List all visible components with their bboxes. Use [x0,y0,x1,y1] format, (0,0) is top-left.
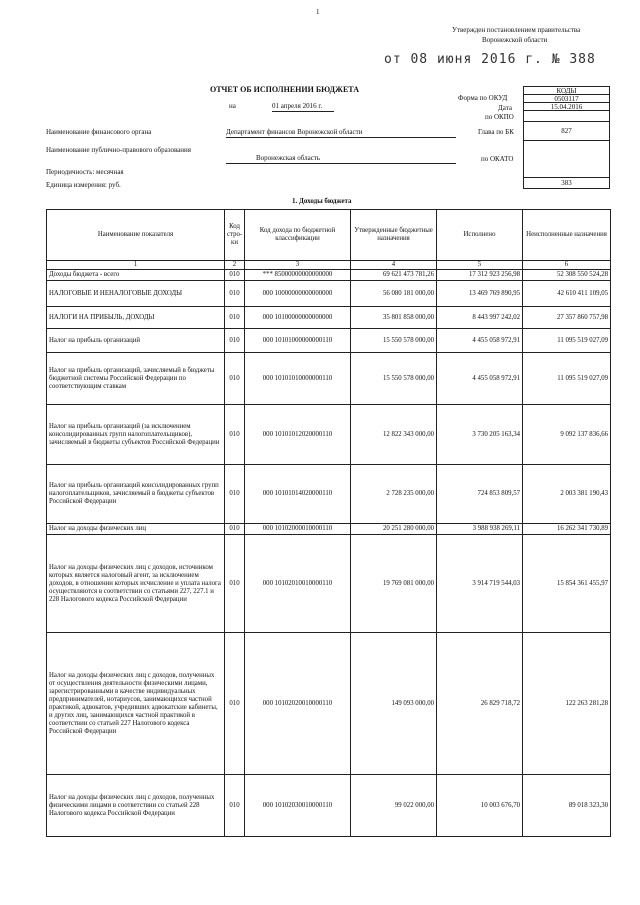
row-code: 000 10102030010000110 [245,775,351,837]
row-rest: 11 095 519 027,09 [523,353,611,405]
income-table [46,209,611,837]
fin-org-label: Наименование финансового органа [46,128,152,136]
row-rest: 2 003 381 190,43 [523,465,611,524]
row-done: 10 003 676,70 [437,775,523,837]
row-code: 000 10101000000000110 [245,329,351,353]
row-rest: 11 095 519 027,09 [523,329,611,353]
section-title: 1. Доходы бюджета [292,197,352,205]
table-row [47,353,611,405]
table-row [47,465,611,524]
row-name: Налог на прибыль организаций [47,329,225,353]
table-row [47,535,611,633]
report-on-label: на [229,102,236,110]
row-rest: 89 018 323,30 [523,775,611,837]
row-approved: 69 621 473 781,26 [351,270,437,281]
row-done: 17 312 923 256,98 [437,270,523,281]
row-approved: 15 550 578 000,00 [351,329,437,353]
row-rest: 42 610 411 109,05 [523,281,611,307]
row-name: Налог на прибыль организаций, зачисляемый в бюджеты бюджетной системы Российской Федерации по соответствующим ставкам [47,353,225,405]
row-done: 3 914 719 544,03 [437,535,523,633]
table-row [47,329,611,353]
row-rest: 16 262 341 730,89 [523,524,611,535]
table-row [47,307,611,329]
row-line: 010 [225,353,245,405]
col-header-name: Наименование показателя [47,210,225,261]
row-done: 3 730 205 163,34 [437,405,523,465]
row-rest: 9 092 137 836,66 [523,405,611,465]
col-index: 3 [245,261,351,270]
col-index: 1 [47,261,225,270]
row-name: Налог на доходы физических лиц с доходов, полученных от осуществления деятельности физическими лицами, зарегистрированными в качестве индивидуальных предпринимателей, нотариусов, занимающихся частной практикой, адвокатов, учредивших адвокатские кабинеты, и других лиц, занимающихся частной практикой в соответствии со статьей 227 Налогового кодекса Российской Федерации [47,633,225,775]
row-code: 000 10000000000000000 [245,281,351,307]
row-done: 8 443 997 242,02 [437,307,523,329]
row-code: 000 10102010010000110 [245,535,351,633]
row-line: 010 [225,270,245,281]
row-done: 4 455 058 972,91 [437,329,523,353]
col-index: 4 [351,261,437,270]
row-done: 724 853 809,57 [437,465,523,524]
approval-line-2: Воронежской области [482,36,548,44]
row-approved: 19 769 081 000,00 [351,535,437,633]
report-title: ОТЧЕТ ОБ ИСПОЛНЕНИИ БЮДЖЕТА [210,85,360,94]
row-done: 13 469 769 890,95 [437,281,523,307]
okud-label: Форма по ОКУД [458,94,508,102]
unit-label: Единица измерения: руб. [46,181,121,189]
row-code: 000 10102000010000110 [245,524,351,535]
row-line: 010 [225,281,245,307]
row-line: 010 [225,329,245,353]
row-line: 010 [225,633,245,775]
row-code: 000 10101014020000110 [245,465,351,524]
date-label: Дата [498,104,512,112]
table-row [47,775,611,837]
row-code: 000 10102020010000110 [245,633,351,775]
row-approved: 20 251 280 000,00 [351,524,437,535]
row-rest: 52 308 550 524,28 [523,270,611,281]
row-done: 26 829 718,72 [437,633,523,775]
approval-line-1: Утвержден постановлением правительства [452,26,581,34]
col-header-code: Код дохода по бюджетной классификации [245,210,351,261]
row-code: 000 10100000000000000 [245,307,351,329]
row-code: 000 10101012020000110 [245,405,351,465]
bk-value: 827 [523,121,610,141]
row-line: 010 [225,307,245,329]
col-index: 5 [437,261,523,270]
period-label: Периодичность: месячная [46,168,124,176]
col-index: 2 [225,261,245,270]
row-approved: 15 550 578 000,00 [351,353,437,405]
okud-value: 0503117 [523,94,610,103]
bk-label: Глава по БК [478,128,514,136]
row-rest: 27 357 860 757,98 [523,307,611,329]
col-header-done: Исполнено [437,210,523,261]
col-header-line: Код стро-ки [225,210,245,261]
unit-code-value: 383 [523,177,610,189]
ppo-value: Воронежская область [226,154,456,164]
row-line: 010 [225,405,245,465]
fin-org-value: Департамент финансов Воронежской области [226,128,456,138]
report-date: 01 апреля 2016 г. [272,102,334,112]
row-line: 010 [225,535,245,633]
row-name: Налог на доходы физических лиц [47,524,225,535]
date-value: 15.04.2016 [523,102,610,111]
table-row [47,270,611,281]
row-line: 010 [225,524,245,535]
row-line: 010 [225,465,245,524]
row-name: Доходы бюджета - всего [47,270,225,281]
row-approved: 149 093 000,00 [351,633,437,775]
row-rest: 15 854 361 455,97 [523,535,611,633]
row-name: Налог на доходы физических лиц с доходов, источником которых является налоговый агент, за исключением доходов, в отношении которых исчисление и уплата налога осуществляются в соответствии со статьями 227, 227.1 и 228 Налогового кодекса Российской Федерации [47,535,225,633]
table-row [47,281,611,307]
col-header-approved: Утвержденные бюджетные назначения [351,210,437,261]
row-done: 3 988 938 269,11 [437,524,523,535]
row-approved: 12 822 343 000,00 [351,405,437,465]
row-name: НАЛОГОВЫЕ И НЕНАЛОГОВЫЕ ДОХОДЫ [47,281,225,307]
table-row [47,524,611,535]
row-name: Налог на прибыль организаций консолидированных групп налогоплательщиков, зачисляемый в бюджеты субъектов Российской Федерации [47,465,225,524]
row-name: Налог на доходы физических лиц с доходов, полученных физическими лицами в соответствии со статьей 228 Налогового кодекса Российской Федерации [47,775,225,837]
row-name: НАЛОГИ НА ПРИБЫЛЬ, ДОХОДЫ [47,307,225,329]
row-approved: 56 080 181 000,00 [351,281,437,307]
table-row [47,405,611,465]
table-row [47,633,611,775]
col-index: 6 [523,261,611,270]
row-approved: 2 728 235 000,00 [351,465,437,524]
row-line: 010 [225,775,245,837]
approval-stamp: от 08 июня 2016 г. № 388 [384,52,596,67]
row-code: *** 85000000000000000 [245,270,351,281]
page-number: 1 [316,8,320,16]
okpo-label: по ОКПО [485,113,514,121]
row-approved: 35 801 858 000,00 [351,307,437,329]
row-approved: 99 022 000,00 [351,775,437,837]
okato-label: по ОКАТО [481,155,514,163]
row-done: 4 455 058 972,91 [437,353,523,405]
row-name: Налог на прибыль организаций (за исключением консолидированных групп налогоплательщиков), зачисляемый в бюджеты субъектов Российской Федерации [47,405,225,465]
row-code: 000 10101010000000110 [245,353,351,405]
col-header-rest: Неисполненные назначения [523,210,611,261]
row-rest: 122 263 281,28 [523,633,611,775]
okato-value [523,140,610,178]
codes-header: КОДЫ [523,86,610,95]
ppo-label: Наименование публично-правового образования [46,146,191,154]
